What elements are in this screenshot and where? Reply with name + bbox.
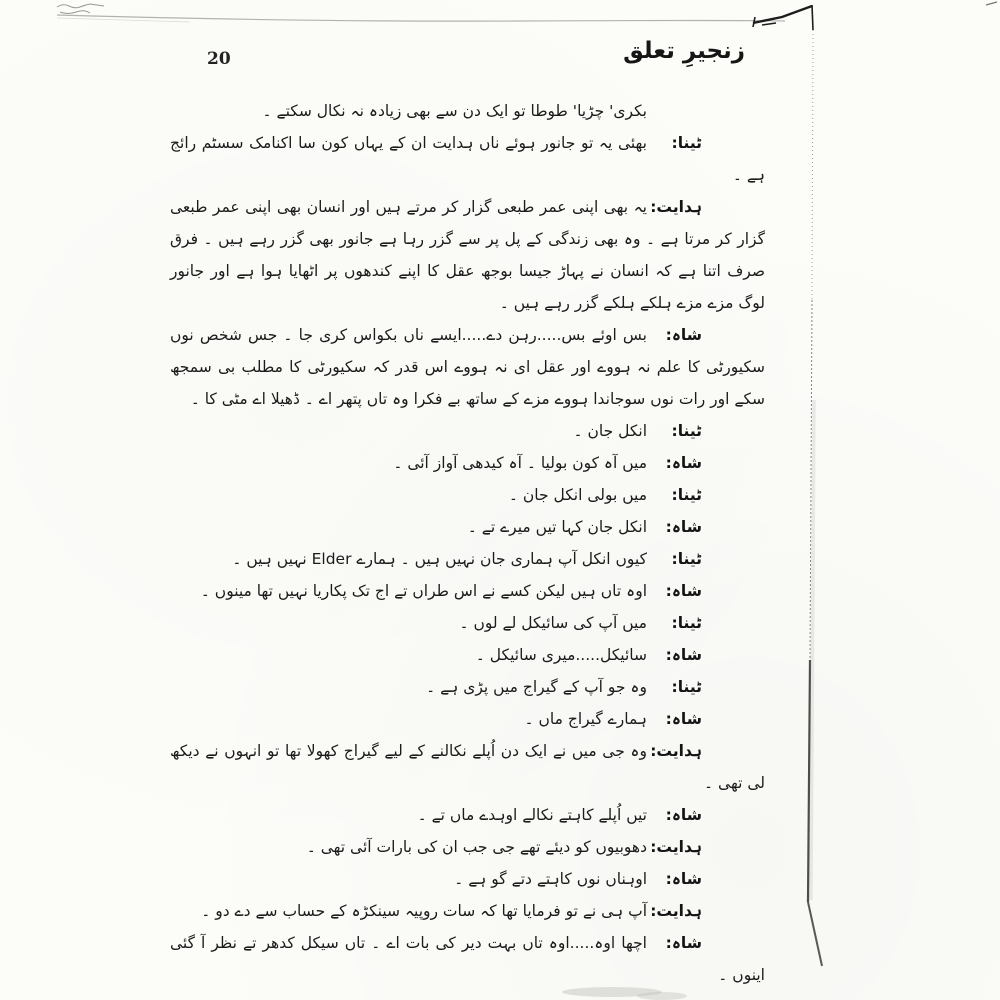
dialogue-text: بس اوئے بس.....رہن دے.....ایسے ناں بکواس کری جا ۔ جس شخص نوں سکیورٹی کا علم نہ ہووے اور عقل ای نہ ہووے اس قدر کہ سکیورٹی کا مطلب بی سمجھ سکے اور رات نوں سوجاندا ہووے مزے کے ساتھ بے فکرا وہ تاں پتھر اے ۔ ڈھیلا اے مٹی کا ۔ — [170, 326, 765, 408]
speaker-label: ٹینا: — [671, 614, 702, 632]
dialogue-line — [170, 511, 765, 543]
dialogue-text: میں بولی انکل جان ۔ — [508, 486, 647, 504]
speaker-label: شاہ: — [665, 934, 702, 952]
dialogue-line — [170, 447, 765, 479]
speaker-label: ٹینا: — [671, 422, 702, 440]
dialogue-text: کیوں انکل آپ ہماری جان نہیں ہیں ۔ ہمارے Elder نہیں ہیں ۔ — [232, 550, 647, 568]
dialogue-text: تیں اُپلے کاہتے نکالے اوہدے ماں تے ۔ — [417, 806, 647, 824]
dialogue-line — [170, 703, 765, 735]
dialogue-line — [170, 927, 765, 991]
speaker-label: شاہ: — [665, 646, 702, 664]
speaker-label: شاہ: — [665, 582, 702, 600]
dialogue-text: ہمارے گیراج ماں ۔ — [524, 710, 647, 728]
dialogue-line — [170, 319, 765, 415]
dialogue-line — [170, 415, 765, 447]
dialogue-line — [170, 95, 765, 127]
speaker-label: ٹینا: — [671, 486, 702, 504]
scan-torn-corner — [753, 2, 997, 30]
speaker-label: ٹینا: — [671, 134, 702, 152]
speaker-label: ہدایت: — [650, 838, 702, 856]
dialogue-text: اچھا اوہ.....اوہ تاں بہت دیر کی بات اے ۔ تاں سیکل کدھر تے نظر آ گئی اینوں ۔ — [170, 934, 765, 984]
dialogue-line — [170, 607, 765, 639]
dialogue-line — [170, 639, 765, 671]
dialogue-text: آپ ہی نے تو فرمایا تھا کہ سات روپیہ سینکڑہ کے حساب سے دے دو ۔ — [201, 902, 647, 920]
speaker-label: ہدایت: — [650, 902, 702, 920]
speaker-label: شاہ: — [665, 518, 702, 536]
dialogue-text: دھوبیوں کو دیئے تھے جی جب ان کی بارات آئی تھی ۔ — [306, 838, 647, 856]
dialogue-text: سائیکل.....میری سائیکل ۔ — [475, 646, 647, 664]
speaker-label: شاہ: — [665, 710, 702, 728]
dialogue-line — [170, 543, 765, 575]
dialogue-text: انکل جان کہا تیں میرے تے ۔ — [467, 518, 647, 536]
dialogue-text: وہ جی میں نے ایک دن اُپلے نکالنے کے لیے گیراج کھولا تھا تو انہوں نے دیکھ لی تھی ۔ — [170, 742, 765, 792]
speaker-label: شاہ: — [665, 870, 702, 888]
dialogue-text: بھئی یہ تو جانور ہوئے ناں ہدایت ان کے یہاں کون سا اکنامک سسٹم رائج ہے ۔ — [170, 134, 765, 184]
page-number: 20 — [207, 49, 231, 69]
scan-edge-line-top — [57, 15, 785, 22]
speaker-label: شاہ: — [665, 806, 702, 824]
speaker-label: شاہ: — [665, 454, 702, 472]
dialogue-line — [170, 575, 765, 607]
dialogue-text: وہ جو آپ کے گیراج میں پڑی ہے ۔ — [426, 678, 647, 696]
dialogue-line — [170, 799, 765, 831]
dialogue-line — [170, 895, 765, 927]
speaker-label: ہدایت: — [650, 742, 702, 760]
dialogue-line — [170, 191, 765, 319]
dialogue-line — [170, 479, 765, 511]
speaker-label: ٹینا: — [671, 550, 702, 568]
dialogue-line — [170, 863, 765, 895]
dialogue-text: یہ بھی اپنی عمر طبعی گزار کر مرتے ہیں اور انسان بھی اپنی عمر طبعی گزار کر مرتا ہے ۔ وہ بھی زندگی کے پل پر سے گزر رہا ہے جانور بھی گزر رہے ہیں ۔ فرق صرف اتنا ہے کہ انسان نے پہاڑ جیسا بوجھ عقل کا اپنے کندھوں پر اٹھایا ہوا ہے اور جانور لوگ مزے مزے ہلکے ہلکے گزر رہے ہیں ۔ — [170, 198, 765, 312]
scan-fold-line — [808, 30, 822, 966]
speaker-label: ٹینا: — [671, 678, 702, 696]
speaker-label: شاہ: — [665, 326, 702, 344]
dialogue-line — [170, 831, 765, 863]
running-title: زنجیرِ تعلق — [623, 38, 745, 64]
dialogue-body — [170, 95, 765, 991]
dialogue-line — [170, 735, 765, 799]
scan-smudge-top-left — [57, 4, 104, 14]
dialogue-text: میں آپ کی سائیکل لے لوں ۔ — [459, 614, 647, 632]
speaker-label: ہدایت: — [650, 198, 702, 216]
dialogue-line — [170, 671, 765, 703]
dialogue-text: میں آہ کون بولیا ۔ آہ کیدھی آواز آئی ۔ — [393, 454, 647, 472]
dialogue-text: انکل جان ۔ — [573, 422, 647, 440]
dialogue-text: اوہ تاں ہیں لیکن کسے نے اس طراں تے اج تک پکاریا نہیں تھا مینوں ۔ — [200, 582, 647, 600]
dialogue-line — [170, 127, 765, 191]
dialogue-text: بکری' چڑیا' طوطا تو ایک دن سے بھی زیادہ نہ نکال سکتے ۔ — [262, 102, 647, 120]
dialogue-text: اوہناں نوں کاہتے دتے گو ہے ۔ — [454, 870, 647, 888]
